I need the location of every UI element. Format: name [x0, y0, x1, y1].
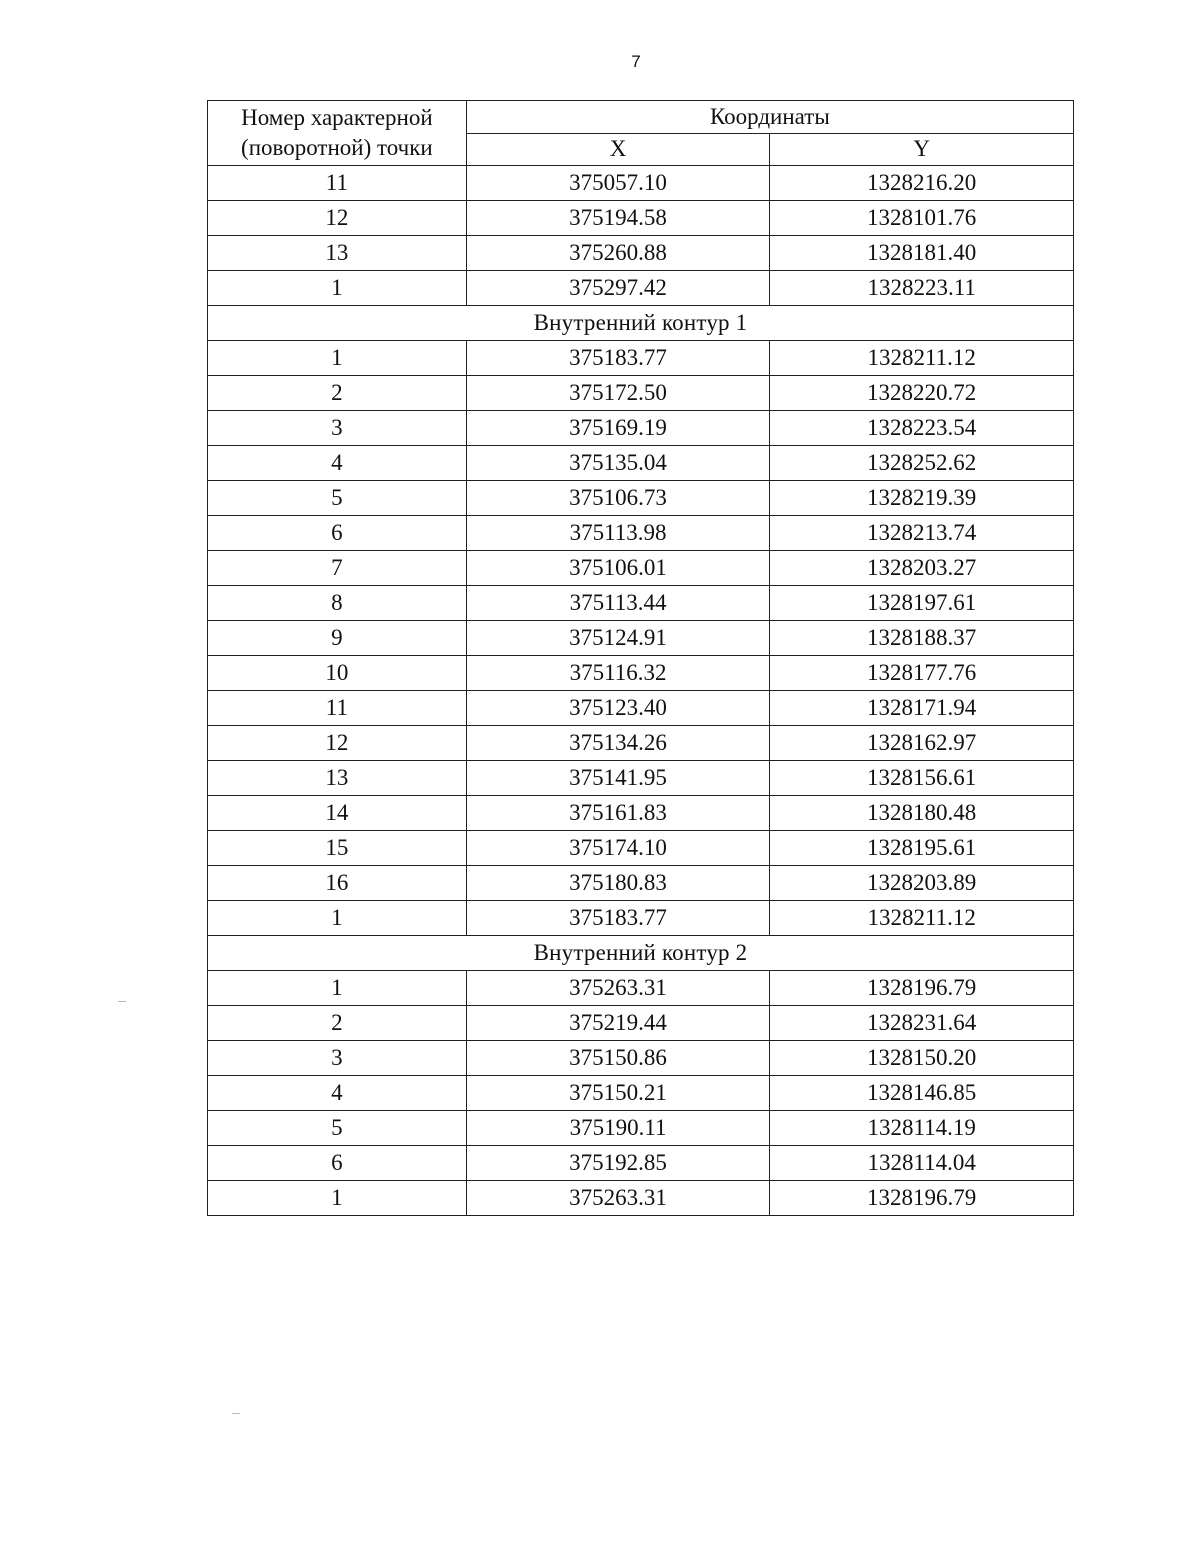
table-row — [208, 411, 1074, 446]
y-coordinate-cell: 1328220.72 — [770, 376, 1074, 411]
header-row-1 — [208, 101, 1074, 134]
table-row — [208, 1076, 1074, 1111]
y-coordinate-cell: 1328197.61 — [770, 586, 1074, 621]
y-coordinate-cell: 1328223.54 — [770, 411, 1074, 446]
x-coordinate-cell: 375297.42 — [466, 271, 770, 306]
point-number-cell: 3 — [208, 1041, 467, 1076]
point-number-cell: 1 — [208, 971, 467, 1006]
x-coordinate-cell: 375106.01 — [466, 551, 770, 586]
point-number-cell: 11 — [208, 691, 467, 726]
y-coordinate-cell: 1328146.85 — [770, 1076, 1074, 1111]
table-header — [208, 101, 1074, 166]
point-number-cell: 15 — [208, 831, 467, 866]
point-number-cell: 4 — [208, 1076, 467, 1111]
table-row — [208, 1006, 1074, 1041]
table-row — [208, 901, 1074, 936]
point-number-cell: 5 — [208, 481, 467, 516]
scan-mark — [232, 1413, 240, 1414]
x-coordinate-cell: 375135.04 — [466, 446, 770, 481]
page-number: 7 — [631, 52, 641, 71]
y-coordinate-cell: 1328211.12 — [770, 341, 1074, 376]
point-number-cell: 6 — [208, 1146, 467, 1181]
y-coordinate-cell: 1328177.76 — [770, 656, 1074, 691]
x-coordinate-cell: 375194.58 — [466, 201, 770, 236]
point-number-cell: 1 — [208, 341, 467, 376]
x-coordinate-cell: 375192.85 — [466, 1146, 770, 1181]
y-coordinate-cell: 1328188.37 — [770, 621, 1074, 656]
y-coordinate-cell: 1328231.64 — [770, 1006, 1074, 1041]
point-number-cell: 13 — [208, 236, 467, 271]
x-coordinate-cell: 375174.10 — [466, 831, 770, 866]
section-label: Внутренний контур 2 — [208, 936, 1074, 971]
table-row — [208, 831, 1074, 866]
x-coordinate-cell: 375123.40 — [466, 691, 770, 726]
x-coordinate-cell: 375263.31 — [466, 1181, 770, 1216]
table-row — [208, 166, 1074, 201]
point-number-cell: 14 — [208, 796, 467, 831]
point-number-cell: 9 — [208, 621, 467, 656]
table-row — [208, 1111, 1074, 1146]
point-number-cell: 3 — [208, 411, 467, 446]
table-row — [208, 1181, 1074, 1216]
y-coordinate-cell: 1328180.48 — [770, 796, 1074, 831]
table-row — [208, 481, 1074, 516]
coordinates-header: Координаты — [466, 101, 1073, 134]
section-label: Внутренний контур 1 — [208, 306, 1074, 341]
table-row — [208, 971, 1074, 1006]
table-row — [208, 761, 1074, 796]
table-row — [208, 516, 1074, 551]
x-coordinate-cell: 375113.98 — [466, 516, 770, 551]
y-coordinate-cell: 1328195.61 — [770, 831, 1074, 866]
section-row — [208, 306, 1074, 341]
table-row — [208, 586, 1074, 621]
y-coordinate-cell: 1328181.40 — [770, 236, 1074, 271]
table-row — [208, 341, 1074, 376]
point-number-cell: 1 — [208, 271, 467, 306]
point-number-cell: 7 — [208, 551, 467, 586]
x-coordinate-cell: 375134.26 — [466, 726, 770, 761]
table-body — [208, 166, 1074, 1216]
y-coordinate-cell: 1328213.74 — [770, 516, 1074, 551]
y-coordinate-cell: 1328203.89 — [770, 866, 1074, 901]
y-coordinate-cell: 1328252.62 — [770, 446, 1074, 481]
x-coordinate-cell: 375161.83 — [466, 796, 770, 831]
y-coordinate-cell: 1328203.27 — [770, 551, 1074, 586]
y-header: Y — [770, 133, 1074, 166]
x-coordinate-cell: 375124.91 — [466, 621, 770, 656]
x-header: X — [466, 133, 770, 166]
point-number-cell: 8 — [208, 586, 467, 621]
point-number-cell: 4 — [208, 446, 467, 481]
point-number-cell: 11 — [208, 166, 467, 201]
x-coordinate-cell: 375150.86 — [466, 1041, 770, 1076]
x-coordinate-cell: 375169.19 — [466, 411, 770, 446]
x-coordinate-cell: 375219.44 — [466, 1006, 770, 1041]
point-number-cell: 16 — [208, 866, 467, 901]
point-number-cell: 2 — [208, 1006, 467, 1041]
point-number-cell: 13 — [208, 761, 467, 796]
point-number-cell: 12 — [208, 201, 467, 236]
x-coordinate-cell: 375263.31 — [466, 971, 770, 1006]
point-number-cell: 1 — [208, 901, 467, 936]
point-number-header: Номер характерной (поворотной) точки — [208, 101, 467, 166]
y-coordinate-cell: 1328114.19 — [770, 1111, 1074, 1146]
x-coordinate-cell: 375141.95 — [466, 761, 770, 796]
point-number-cell: 5 — [208, 1111, 467, 1146]
y-coordinate-cell: 1328171.94 — [770, 691, 1074, 726]
table-row — [208, 726, 1074, 761]
y-coordinate-cell: 1328196.79 — [770, 971, 1074, 1006]
x-coordinate-cell: 375172.50 — [466, 376, 770, 411]
point-number-cell: 6 — [208, 516, 467, 551]
x-coordinate-cell: 375150.21 — [466, 1076, 770, 1111]
table-row — [208, 866, 1074, 901]
x-coordinate-cell: 375190.11 — [466, 1111, 770, 1146]
y-coordinate-cell: 1328150.20 — [770, 1041, 1074, 1076]
x-coordinate-cell: 375113.44 — [466, 586, 770, 621]
y-coordinate-cell: 1328114.04 — [770, 1146, 1074, 1181]
x-coordinate-cell: 375180.83 — [466, 866, 770, 901]
table-row — [208, 1146, 1074, 1181]
y-coordinate-cell: 1328196.79 — [770, 1181, 1074, 1216]
x-coordinate-cell: 375183.77 — [466, 341, 770, 376]
point-number-cell: 2 — [208, 376, 467, 411]
table-row — [208, 201, 1074, 236]
table-row — [208, 621, 1074, 656]
table-row — [208, 376, 1074, 411]
point-number-cell: 10 — [208, 656, 467, 691]
y-coordinate-cell: 1328162.97 — [770, 726, 1074, 761]
coordinates-table — [207, 100, 1074, 1216]
y-coordinate-cell: 1328101.76 — [770, 201, 1074, 236]
section-row — [208, 936, 1074, 971]
y-coordinate-cell: 1328223.11 — [770, 271, 1074, 306]
table-row — [208, 236, 1074, 271]
x-coordinate-cell: 375057.10 — [466, 166, 770, 201]
y-coordinate-cell: 1328219.39 — [770, 481, 1074, 516]
table-row — [208, 551, 1074, 586]
y-coordinate-cell: 1328216.20 — [770, 166, 1074, 201]
y-coordinate-cell: 1328156.61 — [770, 761, 1074, 796]
x-coordinate-cell: 375260.88 — [466, 236, 770, 271]
x-coordinate-cell: 375106.73 — [466, 481, 770, 516]
point-number-cell: 12 — [208, 726, 467, 761]
table-row — [208, 1041, 1074, 1076]
table-row — [208, 271, 1074, 306]
table-row — [208, 796, 1074, 831]
table-row — [208, 656, 1074, 691]
x-coordinate-cell: 375183.77 — [466, 901, 770, 936]
table-row — [208, 446, 1074, 481]
point-number-cell: 1 — [208, 1181, 467, 1216]
scan-mark — [118, 1001, 126, 1002]
y-coordinate-cell: 1328211.12 — [770, 901, 1074, 936]
x-coordinate-cell: 375116.32 — [466, 656, 770, 691]
table-row — [208, 691, 1074, 726]
